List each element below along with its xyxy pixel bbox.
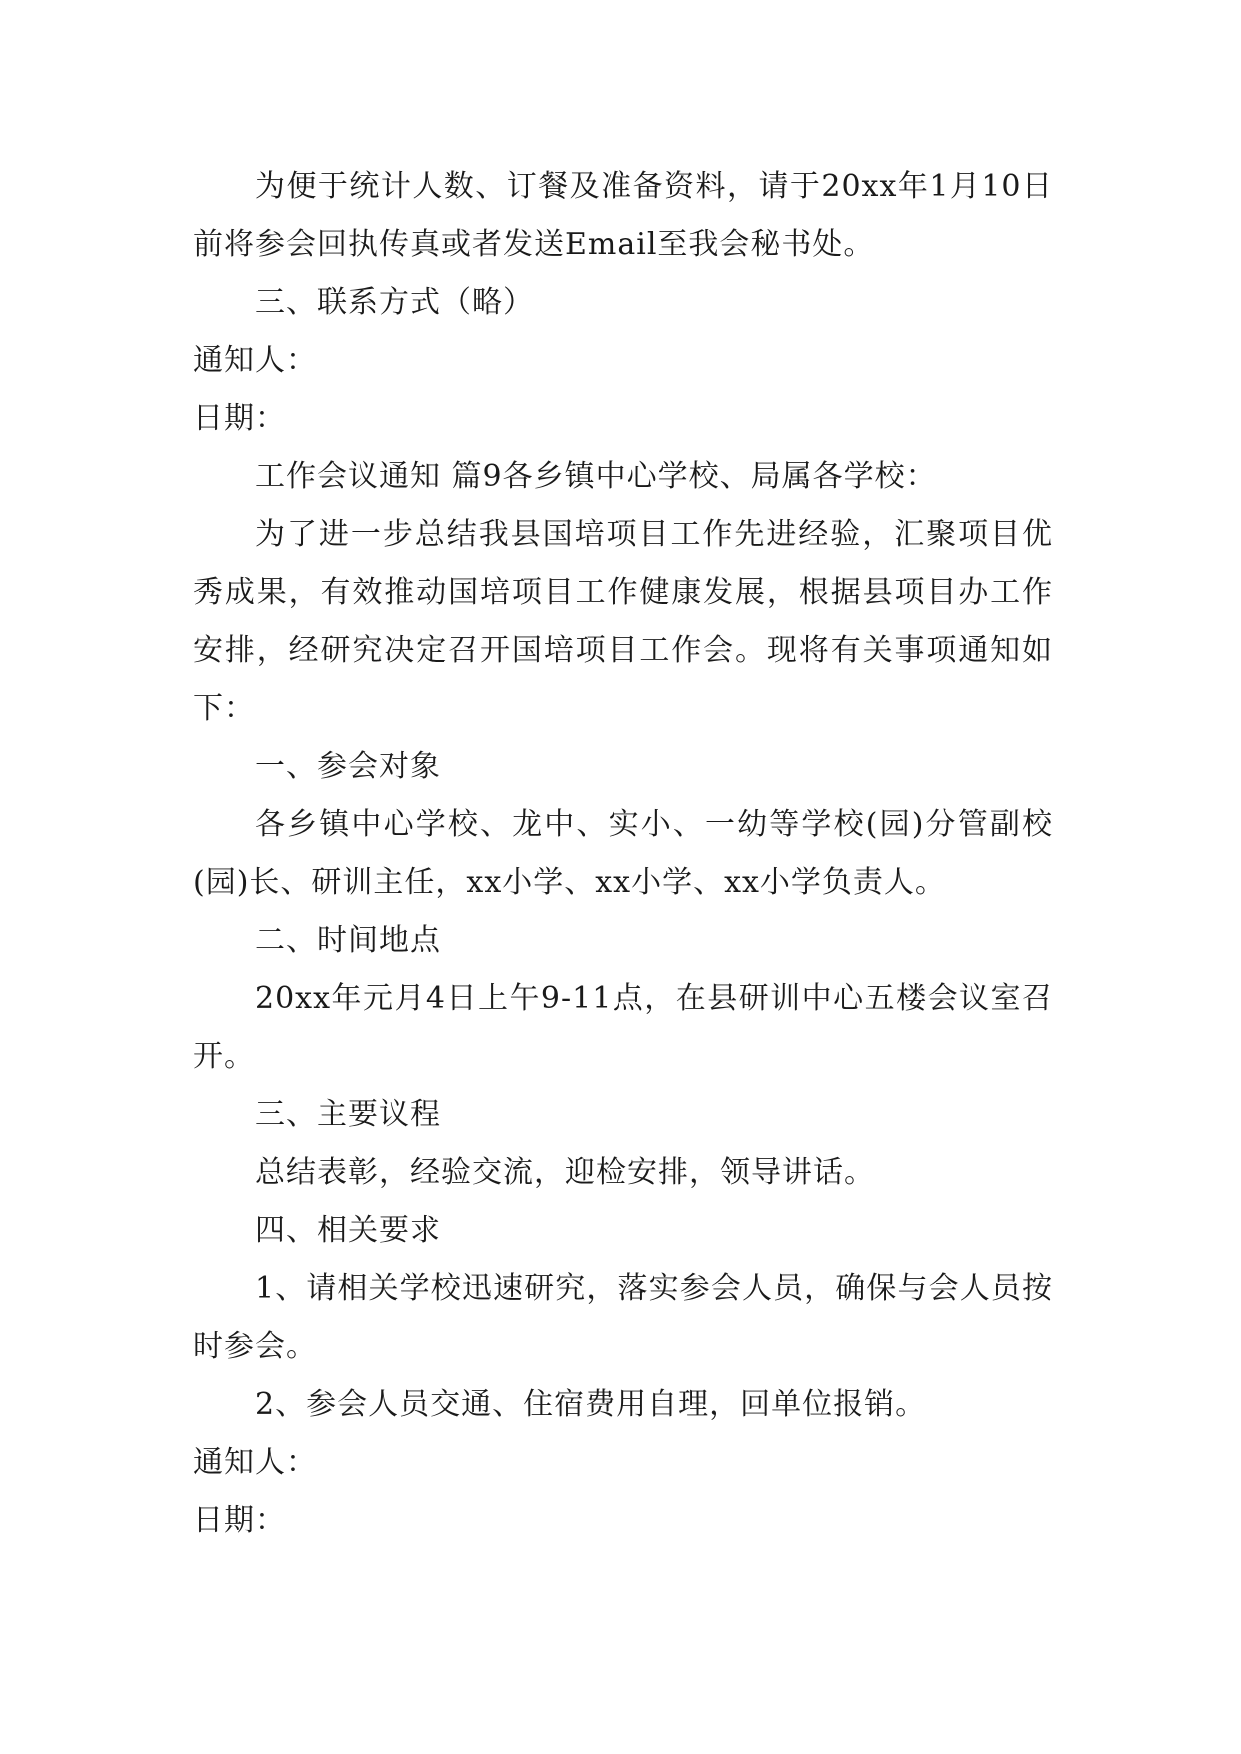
heading-attendees: 一、参会对象 xyxy=(255,749,441,784)
paragraph-time-place: 20xx年元月4日上午9-11点，在县研训中心五楼会议室召开。 xyxy=(193,981,1053,1074)
paragraph-intro: 为了进一步总结我县国培项目工作先进经验，汇聚项目优秀成果，有效推动国培项目工作健康发展，根据县项目办工作安排，经研究决定召开国培项目工作会。现将有关事项通知如下： xyxy=(193,517,1053,726)
notifier-label-2: 通知人： xyxy=(193,1445,317,1480)
requirement-item-2: 2、参会人员交通、住宿费用自理，回单位报销。 xyxy=(255,1387,927,1422)
notifier-label: 通知人： xyxy=(193,343,317,378)
paragraph-registration-deadline: 为便于统计人数、订餐及准备资料，请于20xx年1月10日前将参会回执传真或者发送Email至我会秘书处。 xyxy=(193,169,1053,262)
paragraph-agenda: 总结表彰，经验交流，迎检安排，领导讲话。 xyxy=(255,1155,875,1190)
date-label: 日期： xyxy=(193,401,286,436)
document-body xyxy=(193,158,1053,1550)
requirement-item-1: 1、请相关学校迅速研究，落实参会人员，确保与会人员按时参会。 xyxy=(193,1271,1053,1364)
heading-requirements: 四、相关要求 xyxy=(255,1213,441,1248)
heading-time-place: 二、时间地点 xyxy=(255,923,441,958)
heading-contact: 三、联系方式（略） xyxy=(255,285,534,320)
notice-title-line: 工作会议通知 篇9各乡镇中心学校、局属各学校： xyxy=(255,459,937,494)
heading-agenda: 三、主要议程 xyxy=(255,1097,441,1132)
paragraph-attendees: 各乡镇中心学校、龙中、实小、一幼等学校(园)分管副校(园)长、研训主任，xx小学、xx小学、xx小学负责人。 xyxy=(193,807,1053,900)
date-label-2: 日期： xyxy=(193,1503,286,1538)
